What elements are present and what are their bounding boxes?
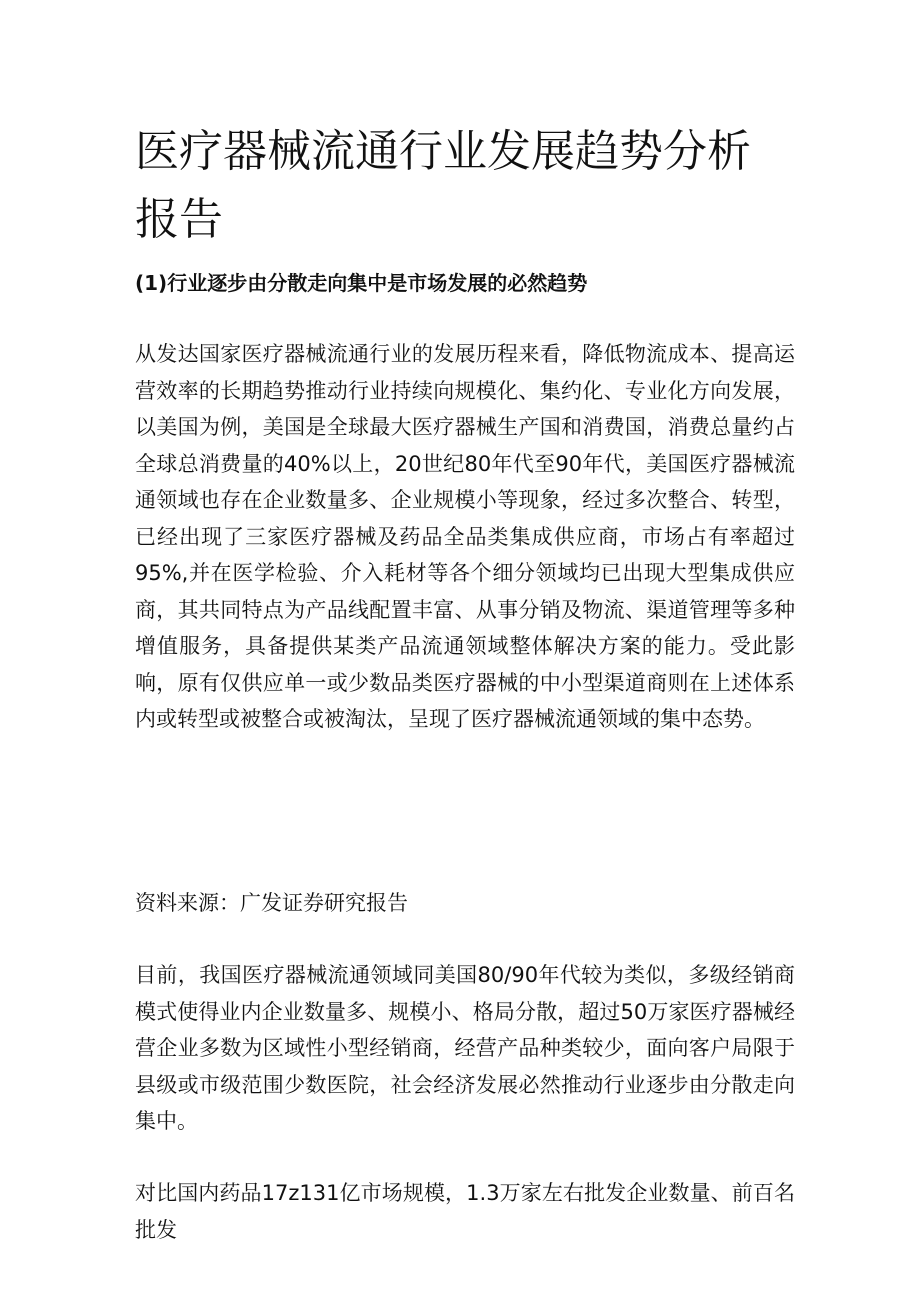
body-paragraph-drug-comparison: 对比国内药品17z131亿市场规模，1.3万家左右批发企业数量、前百名批发 [135, 1181, 795, 1242]
body-paragraph-china-market: 目前，我国医疗器械流通领域同美国80/90年代较为类似，多级经销商模式使得业内企业数量多、规模小、格局分散，超过50万家医疗器械经营企业多数为区域性小型经销商，经营产品种类较少，面向客户局限于县级或市级范围少数医院，社会经济发展必然推动行业逐步由分散走向集中。 [135, 963, 795, 1133]
report-title: 医疗器械流通行业发展趋势分析报告 [135, 126, 751, 245]
source-note: 资料来源：广发证券研究报告 [135, 891, 408, 915]
section-heading: (1)行业逐步由分散走向集中是市场发展的必然趋势 [135, 271, 588, 295]
body-paragraph-us-market: 从发达国家医疗器械流通行业的发展历程来看，降低物流成本、提高运营效率的长期趋势推动行业持续向规模化、集约化、专业化方向发展，以美国为例，美国是全球最大医疗器械生产国和消费国，消费总量约占全球总消费量的40%以上，20世纪80年代至90年代，美国医疗器械流通领域也存在企业数量多、企业规模小等现象，经过多次整合、转型，已经出现了三家医疗器械及药品全品类集成供应商，市场占有率超过95%,并在医学检验、介入耗材等各个细分领域均已出现大型集成供应商，其共同特点为产品线配置丰富、从事分销及物流、渠道管理等多种增值服务，具备提供某类产品流通领域整体解决方案的能力。受此影响，原有仅供应单一或少数品类医疗器械的中小型渠道商则在上述体系内或转型或被整合或被淘汰，呈现了医疗器械流通领域的集中态势。 [135, 342, 795, 731]
